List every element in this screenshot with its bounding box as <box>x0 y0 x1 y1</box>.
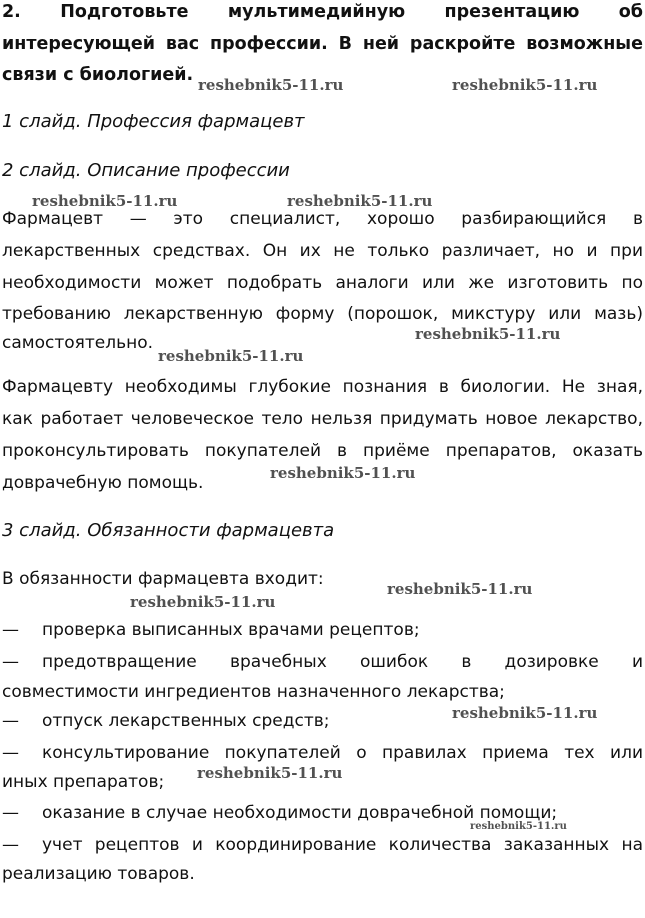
dash-bullet: — <box>2 711 19 731</box>
dash-bullet: — <box>2 835 19 855</box>
duty-item-1 <box>2 618 643 642</box>
watermark: reshebnik5-11.ru <box>197 764 343 782</box>
duty-text: учет рецептов и координирование количества заказанных на <box>42 835 643 855</box>
duty-item-2 <box>2 650 643 674</box>
watermark: reshebnik5-11.ru <box>158 347 304 365</box>
duty-item-4 <box>2 741 643 765</box>
duty-text: проверка выписанных врачами рецептов; <box>42 620 420 640</box>
watermark: reshebnik5-11.ru <box>387 580 533 598</box>
task-line-2: интересующей вас профессии. В ней раскройте возможные <box>2 34 643 54</box>
watermark: reshebnik5-11.ru <box>470 821 567 832</box>
dash-bullet: — <box>2 803 19 823</box>
dash-bullet: — <box>2 652 19 672</box>
watermark: reshebnik5-11.ru <box>287 192 433 210</box>
duty-text: отпуск лекарственных средств; <box>42 711 330 731</box>
duty-item-2-cont: совместимости ингредиентов назначенного лекарства; <box>2 682 505 702</box>
dash-bullet: — <box>2 743 19 763</box>
slide-2-title: 2 слайд. Описание профессии <box>2 160 290 181</box>
slide-3-title: 3 слайд. Обязанности фармацевта <box>2 520 335 541</box>
duty-text: оказание в случае необходимости доврачебной помощи; <box>42 803 558 823</box>
para1-line-5: самостоятельно. <box>2 333 154 353</box>
duty-text: предотвращение врачебных ошибок в дозировке и <box>42 652 643 672</box>
watermark: reshebnik5-11.ru <box>452 704 598 722</box>
para2-line-2: как работает человеческое тело нельзя придумать новое лекарство, <box>2 409 643 429</box>
para2-line-1: Фармацевту необходимы глубокие познания в биологии. Не зная, <box>2 377 643 397</box>
para1-line-4: требованию лекарственную форму (порошок, микстуру или мазь) <box>2 304 643 324</box>
watermark: reshebnik5-11.ru <box>32 192 178 210</box>
para2-line-4: доврачебную помощь. <box>2 473 204 493</box>
para1-line-2: лекарственных средствах. Он их не только различает, но и при <box>2 241 643 261</box>
para1-line-3: необходимости может подобрать аналоги или же изготовить по <box>2 273 643 293</box>
para2-line-3: проконсультировать покупателей в приёме препаратов, оказать <box>2 441 643 461</box>
duty-item-6-cont: реализацию товаров. <box>2 864 195 884</box>
duty-item-4-cont: иных препаратов; <box>2 772 165 792</box>
dash-bullet: — <box>2 620 19 640</box>
watermark: reshebnik5-11.ru <box>130 593 276 611</box>
slide-1-title: 1 слайд. Профессия фармацевт <box>2 111 305 132</box>
watermark: reshebnik5-11.ru <box>452 76 598 94</box>
duty-item-6 <box>2 833 643 857</box>
watermark: reshebnik5-11.ru <box>198 76 344 94</box>
watermark: reshebnik5-11.ru <box>270 464 416 482</box>
task-line-3: связи с биологией. <box>2 65 194 85</box>
para1-line-1: Фармацевт — это специалист, хорошо разбирающийся в <box>2 209 643 229</box>
duty-text: консультирование покупателей о правилах приема тех или <box>42 743 643 763</box>
duties-intro: В обязанности фармацевта входит: <box>2 569 324 589</box>
watermark: reshebnik5-11.ru <box>415 325 561 343</box>
task-line-1: 2. Подготовьте мультимедийную презентацию об <box>2 2 643 22</box>
